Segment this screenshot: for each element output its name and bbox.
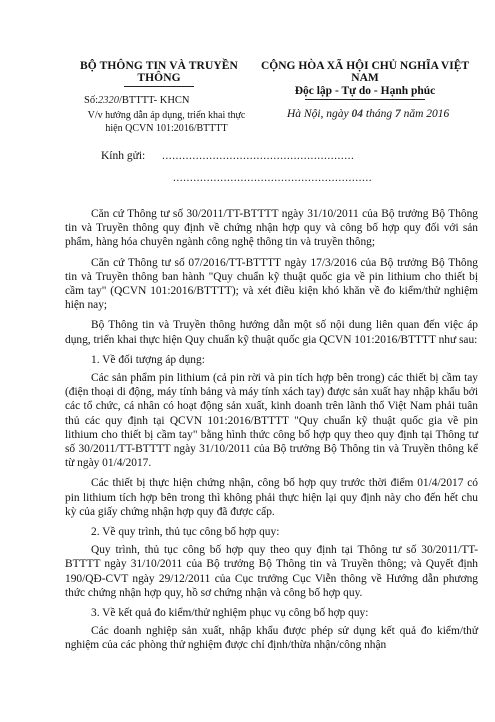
paragraph: Các sản phẩm pin lithium (cả pin rời và pin tích hợp bên trong) các thiết bị cầm tay (điện thoại di động, máy tính bảng và máy tính xách tay) được sản xuất hay nhập khẩu bởi các tổ chức, cá nhân có hoạt động sản xuất, kinh doanh trên lãnh thổ Việt Nam phải tuân thủ các quy định tại QCVN 101:2016/BTTTT "Quy chuẩn kỹ thuật quốc gia về pin lithium cho thiết bị cầm tay" bằng hình thức công bố hợp quy theo quy định tại Thông tư số 30/2011/TT-BTTTT ngày 31/10/2011 của Bộ trưởng Bộ Thông tin và Truyền thông kể từ ngày 01/4/2017.	[65, 372, 478, 470]
doc-number-handwritten: 2320	[98, 95, 120, 106]
doc-number-prefix: Số:	[84, 95, 99, 106]
national-header	[252, 60, 478, 100]
section-heading: 1. Về đối tượng áp dụng:	[91, 353, 205, 366]
paragraph: Các thiết bị thực hiện chứng nhận, công bố hợp quy trước thời điểm 01/4/2017 có pin lithium tích hợp bên trong thì không phải thực hiện lại quy định này cho đến hết chu kỳ của giấy chứng nhận hợp quy đã được cấp.	[65, 477, 478, 518]
motto-underline	[305, 99, 425, 100]
paragraph: Quy trình, thủ tục công bố hợp quy theo quy định tại Thông tư số 30/2011/TT-BTTTT ngày 31/10/2011 của Bộ trưởng Bộ Thông tin và Truyền thông; và Quyết định 190/QĐ-CVT ngày 29/12/2011 của Cục trưởng Cục Viễn thông về Hướng dẫn phương thức chứng nhận hợp quy, hồ sơ chứng nhận và công bố hợp quy.	[65, 544, 478, 599]
place-date-prefix: Hà Nội, ngày	[287, 108, 349, 120]
doc-number-suffix: /BTTTT- KHCN	[119, 95, 190, 106]
month-handwritten: 7	[394, 108, 401, 120]
paragraph: Căn cứ Thông tư số 07/2016/TT-BTTTT ngày 17/3/2016 của Bộ trưởng Bộ Thông tin và Truyền thông ban hành "Quy chuẩn kỹ thuật quốc gia về pin lithium cho thiết bị cầm tay" (QCVN 101:2016/BTTTT); và xét điều kiện khó khăn về đo kiểm/thử nghiệm hiện nay;	[65, 256, 478, 312]
month-label: tháng	[365, 108, 393, 120]
national-motto: Độc lập - Tự do - Hạnh phúc	[294, 85, 436, 97]
nation-name: CỘNG HÒA XÃ HỘI CHỦ NGHĨA VIỆT NAM	[260, 60, 470, 84]
document-number	[84, 95, 190, 106]
place-date	[287, 108, 449, 120]
paragraph: Các doanh nghiệp sản xuất, nhập khẩu được phép sử dụng kết quả đo kiểm/thử nghiệm của các phòng thử nghiệm được chỉ định/thừa nhận/công nhận	[65, 625, 478, 652]
paragraph: Căn cứ Thông tư số 30/2011/TT-BTTTT ngày 31/10/2011 của Bộ trưởng Bộ Thông tin và Truyền thông quy định về chứng nhận hợp quy và công bố hợp quy đối với sản phẩm, hàng hóa chuyên ngành công nghệ thông tin và truyền thông;	[65, 208, 478, 249]
document-body	[65, 207, 478, 659]
subject-line-1: V/v hướng dẫn áp dụng, triển khai thực	[87, 110, 246, 121]
section-heading: 3. Về kết quả đo kiểm/thử nghiệm phục vụ công bố hợp quy:	[91, 607, 369, 620]
recipient-label: Kính gửi:	[101, 150, 146, 162]
issuer-block	[64, 60, 254, 87]
year-label: năm 2016	[403, 108, 450, 120]
ministry-underline	[124, 86, 194, 87]
section-heading: 2. Về quy trình, thủ tục công bố hợp quy:	[91, 526, 280, 539]
recipient-dots-line-1: .........................................................	[162, 150, 355, 162]
paragraph: Bộ Thông tin và Truyền thông hướng dẫn một số nội dung liên quan đến việc áp dụng, triển khai thực hiện Quy chuẩn kỹ thuật quốc gia QCVN 101:2016/BTTTT như sau:	[65, 319, 478, 346]
ministry-name: BỘ THÔNG TIN VÀ TRUYỀN THÔNG	[80, 60, 238, 84]
subject-line-2: hiện QCVN 101:2016/BTTTT	[105, 123, 228, 134]
day-handwritten: 04	[351, 108, 364, 120]
document-subject	[79, 109, 254, 135]
recipient-dots-line-2: ...........................................................	[173, 172, 373, 184]
